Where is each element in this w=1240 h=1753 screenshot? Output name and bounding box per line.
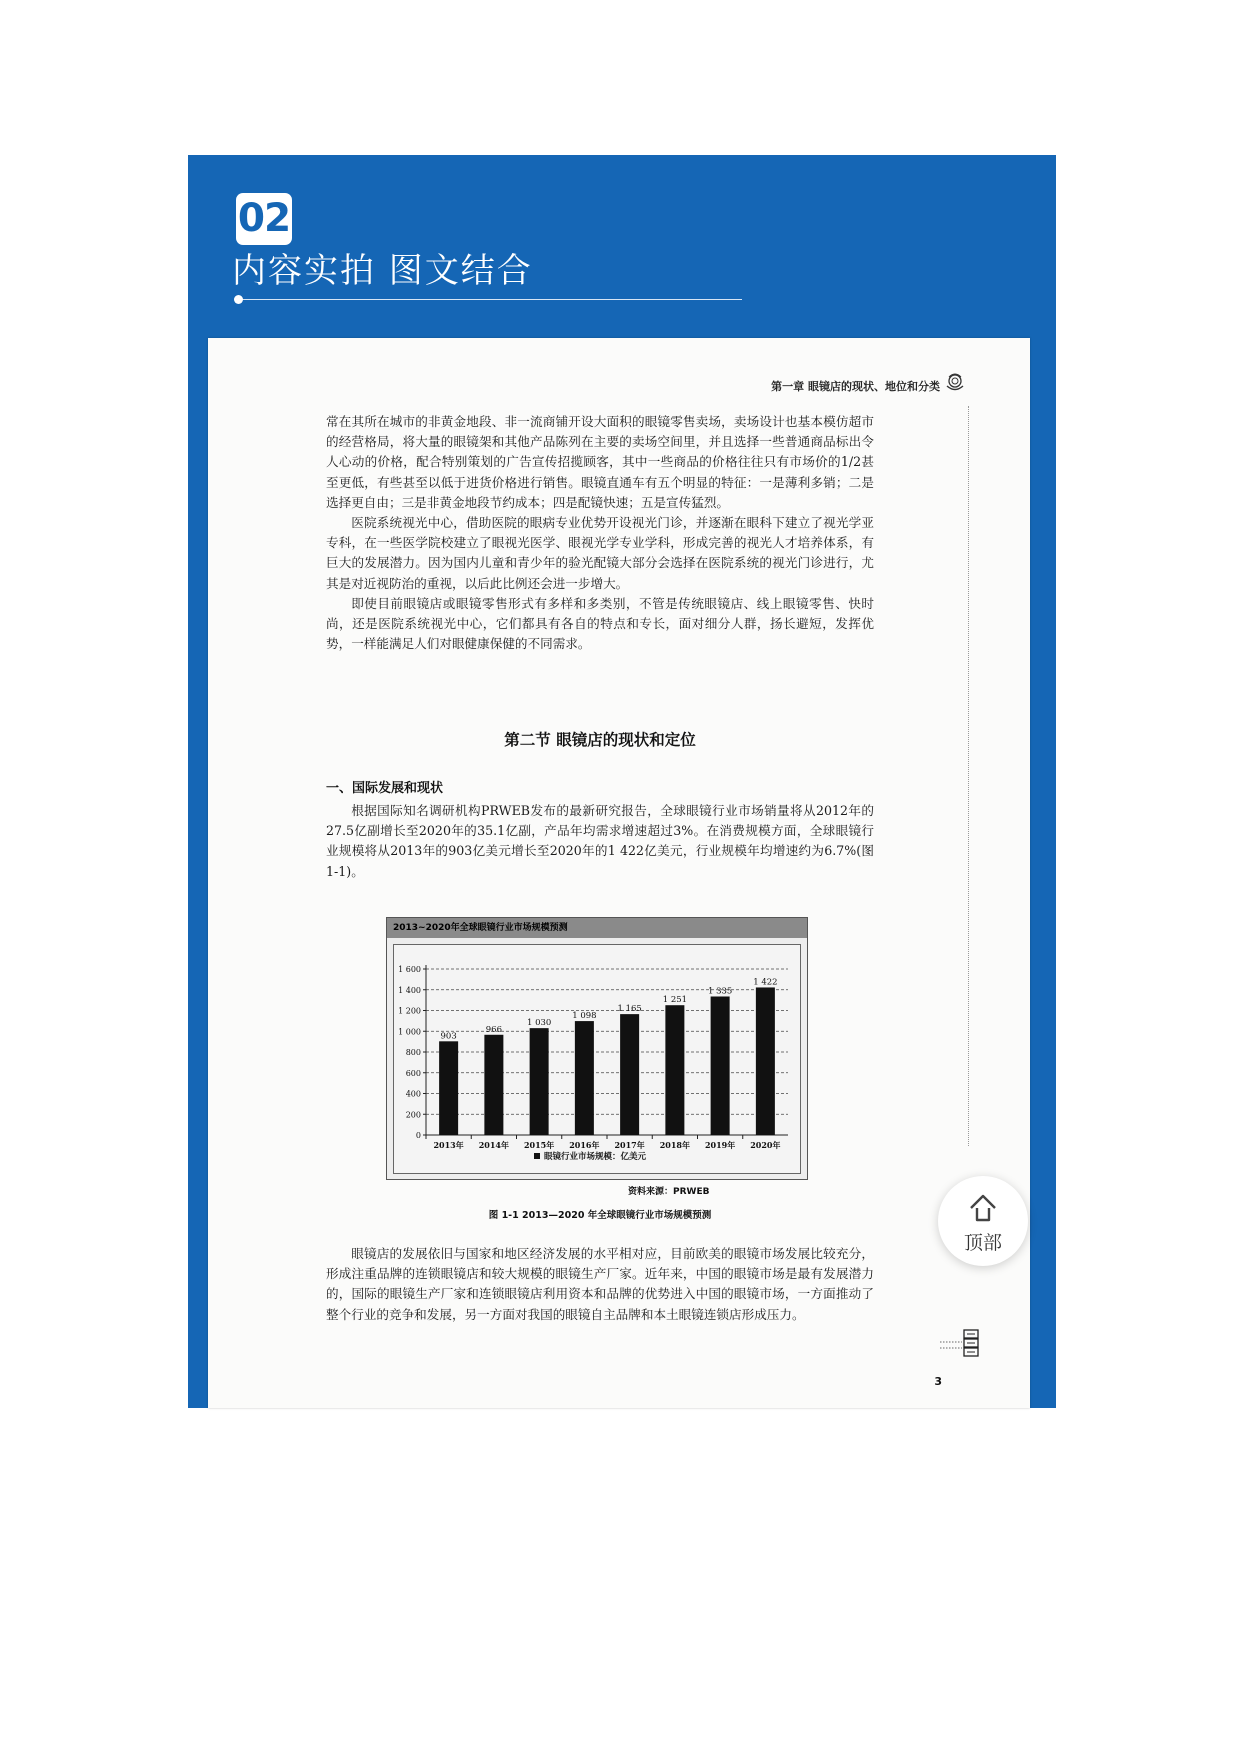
margin-dotted-rule	[968, 406, 970, 1146]
page-number: 3	[934, 1375, 942, 1388]
section-title: 第二节 眼镜店的现状和定位	[504, 730, 696, 749]
data-label: 1 098	[572, 1011, 597, 1022]
legend-swatch	[534, 1153, 540, 1159]
y-tick-label: 200	[405, 1110, 421, 1120]
bar	[711, 996, 730, 1135]
paragraph: 即使目前眼镜店或眼镜零售形式有多样和多类别，不管是传统眼镜店、线上眼镜零售、快时尚，还是医院系统视光中心，它们都具有各自的特点和专长，面对细分人群，扬长避短，发挥优势，一样能满足人们对眼健康保健的不同需求。	[326, 595, 874, 652]
chapter-emblem-icon	[944, 371, 966, 393]
chart-figure	[386, 917, 808, 1180]
bar	[620, 1014, 639, 1135]
arrow-up-icon	[966, 1190, 1000, 1224]
data-label: 1 251	[662, 995, 688, 1006]
book-stack-icon	[940, 1328, 980, 1360]
chart-plot-frame	[393, 944, 801, 1174]
promo-banner	[188, 155, 1056, 1408]
bar	[439, 1041, 458, 1135]
bar	[484, 1035, 503, 1135]
scroll-to-top-label: 顶部	[963, 1232, 1002, 1254]
data-label: 1 165	[617, 1004, 642, 1015]
data-label: 1 422	[753, 977, 778, 988]
x-tick-label: 2013年	[433, 1140, 464, 1150]
chart-title: 2013~2020年全球眼镜行业市场规模预测	[387, 918, 807, 938]
body-paragraphs-3	[326, 1244, 874, 1325]
paragraph: 常在其所在城市的非黄金地段、非一流商铺开设大面积的眼镜零售卖场，卖场设计也基本模仿超市的经营格局，将大量的眼镜架和其他产品陈列在主要的卖场空间里，并且选择一些普通商品标出令人心动的价格，配合特别策划的广告宣传招揽顾客，其中一些商品的价格往往只有市场价的1/2甚至更低，有些甚至以低于进货价格进行销售。眼镜直通车有五个明显的特征：一是薄利多销；二是选择更自由；三是非黄金地段节约成本；四是配镜快速；五是宣传猛烈。	[326, 414, 874, 510]
scroll-to-top-button[interactable]	[938, 1176, 1028, 1266]
paragraph: 医院系统视光中心，借助医院的眼病专业优势开设视光门诊，并逐渐在眼科下建立了视光学亚专科，在一些医学院校建立了眼视光医学、眼视光学专业学科，形成完善的视光人才培养体系，有巨大的发展潜力。因为国内儿童和青少年的验光配镜大部分会选择在医院系统的视光门诊进行，尤其是对近视防治的重视，以后此比例还会进一步增大。	[326, 515, 874, 591]
x-tick-label: 2018年	[659, 1140, 691, 1150]
chart-source: 资料来源：PRWEB	[628, 1187, 710, 1197]
data-label: 1 335	[707, 986, 733, 997]
bar	[530, 1028, 549, 1135]
data-label: 966	[485, 1024, 502, 1035]
book-page	[208, 338, 1030, 1408]
y-tick-label: 1 200	[398, 1006, 421, 1016]
banner-headline: 内容实拍 图文结合	[232, 251, 533, 291]
y-tick-label: 400	[405, 1089, 421, 1099]
figure-caption: 图 1-1 2013—2020 年全球眼镜行业市场规模预测	[488, 1210, 712, 1221]
body-paragraphs-1	[326, 412, 874, 654]
body-paragraphs-2	[326, 801, 874, 882]
y-tick-label: 800	[405, 1048, 421, 1057]
y-tick-label: 1 000	[398, 1027, 421, 1037]
paragraph: 眼镜店的发展依旧与国家和地区经济发展的水平相对应，目前欧美的眼镜市场发展比较充分，形成注重品牌的连锁眼镜店和较大规模的眼镜生产厂家。近年来，中国的眼镜市场是最有发展潜力的，国际的眼镜生产厂家和连锁眼镜店利用资本和品牌的优势进入中国的眼镜市场，一方面推动了整个行业的竞争和发展，另一方面对我国的眼镜自主品牌和本土眼镜连锁店形成压力。	[326, 1246, 874, 1322]
section-number-badge: 02	[236, 193, 292, 245]
x-tick-label: 2016年	[569, 1140, 600, 1150]
y-tick-label: 0	[415, 1131, 421, 1140]
y-tick-label: 600	[405, 1068, 421, 1078]
x-tick-label: 2015年	[523, 1140, 555, 1150]
data-label: 903	[440, 1031, 457, 1042]
banner-underline	[240, 299, 742, 300]
bar	[665, 1005, 684, 1135]
banner-underline-dot	[234, 295, 243, 304]
legend-label: 眼镜行业市场规模：亿美元	[544, 1152, 647, 1162]
x-tick-label: 2020年	[750, 1140, 781, 1150]
bar-chart	[394, 945, 800, 1173]
data-label: 1 030	[526, 1018, 552, 1029]
paragraph: 根据国际知名调研机构PRWEB发布的最新研究报告，全球眼镜行业市场销量将从2012年的27.5亿副增长至2020年的35.1亿副，产品年均需求增速超过3%。在消费规模方面，全球眼镜行业规模将从2013年的903亿美元增长至2020年的1 422亿美元，行业规模年均增速约为6.7%(图1-1)。	[326, 803, 874, 879]
x-tick-label: 2019年	[704, 1140, 736, 1150]
bar	[575, 1021, 594, 1135]
running-head: 第一章 眼镜店的现状、地位和分类	[771, 380, 940, 393]
bar	[756, 987, 775, 1135]
subsection-title: 一、国际发展和现状	[326, 781, 444, 796]
y-tick-label: 1 600	[398, 965, 421, 974]
x-tick-label: 2014年	[478, 1140, 510, 1150]
y-tick-label: 1 400	[398, 985, 421, 995]
x-tick-label: 2017年	[614, 1140, 645, 1150]
